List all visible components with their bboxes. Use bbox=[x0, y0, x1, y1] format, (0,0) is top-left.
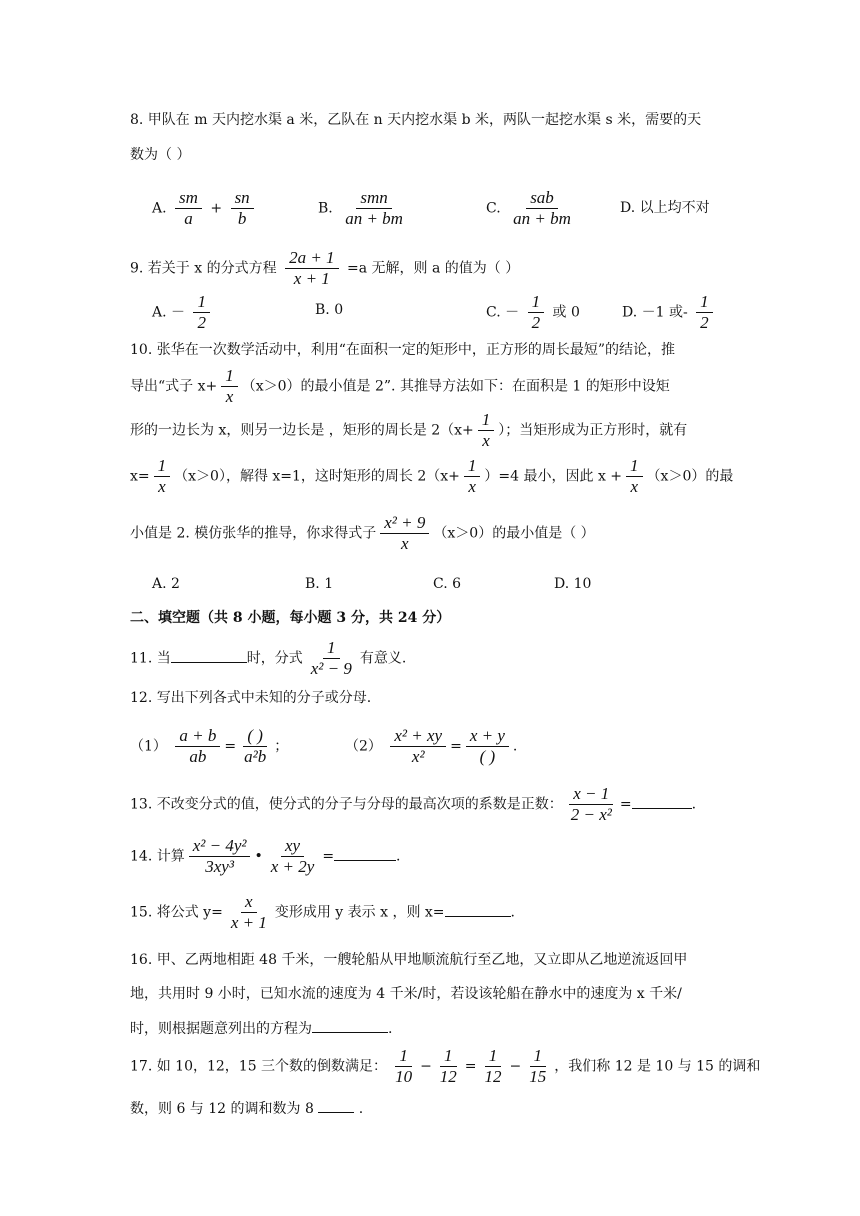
q8-option-d: D. 以上均不对 bbox=[620, 200, 710, 216]
q16-line1: 16. 甲、乙两地相距 48 千米，一艘轮船从甲地顺流航行至乙地，又立即从乙地逆流返回甲 bbox=[130, 952, 688, 968]
q8-options bbox=[152, 188, 258, 229]
q15: 15. 将公式 y= $\frac{x}{x + 1}$ 变形成用 y 表示 x ，则 x= . bbox=[130, 892, 515, 932]
q17-line1: 17. 如 10，12，15 三个数的倒数满足： $\frac{1}{10}$ − $\frac{1}{12}$ = $\frac{1}{12}$ − $\frac{1}{15}$ ，我们称 12 是 10 与 15 的调和 bbox=[130, 1046, 761, 1086]
q12-text: 12. 写出下列各式中未知的分子或分母. bbox=[130, 690, 372, 706]
answer-blank[interactable]: ( ) bbox=[243, 726, 267, 747]
q10-option-b: B. 1 bbox=[305, 576, 334, 592]
q10-line1: 10. 张华在一次数学活动中，利用“在面积一定的矩形中，正方形的周长最短”的结论，推 bbox=[130, 342, 676, 358]
q8-option-a-frac1: $\frac{sm}{a}$ bbox=[175, 188, 202, 229]
q13: 13. 不改变分式的值，使分式的分子与分母的最高次项的系数是正数： $\frac{x - 1}{\text{2 − x²}}$ = . bbox=[130, 784, 697, 824]
q8-line1: 8. 甲队在 m 天内挖水渠 a 米，乙队在 n 天内挖水渠 b 米，两队一起挖水渠 s 米，需要的天 bbox=[130, 112, 702, 128]
answer-blank[interactable] bbox=[445, 900, 511, 917]
answer-blank[interactable] bbox=[312, 1016, 388, 1033]
q12-part2: （2） $\frac{\text{x² + xy}}{\text{x²}}$ = x + y ( ) . bbox=[345, 726, 518, 766]
answer-blank[interactable] bbox=[171, 646, 247, 663]
q10-line3: 形的一边长为 x，则另一边长是 ，矩形的周长是 2（x+ $\frac{1}{x}$ ）；当矩形成为正方形时，就有 bbox=[130, 410, 688, 450]
q11: 11. 当 时，分式 $\frac{1}{\text{x² − 9}}$ 有意义. bbox=[130, 638, 407, 678]
q10-line4: x= $\frac{1}{x}$ （x＞0），解得 x=1，这时矩形的周长 2（x+ $\frac{1}{x}$ ）=4 最小，因此 x + $\frac{1}{x}$ （x＞0）的最 bbox=[130, 456, 734, 496]
q9-option-b: B. 0 bbox=[315, 302, 344, 318]
plus-sign: + bbox=[210, 200, 223, 217]
q12-part1: （1） $\frac{a + b}{ab}$ = ( ) a²b ； bbox=[130, 726, 289, 766]
q9-option-d: D. －1 或- $\frac{1}{2}$ bbox=[622, 292, 717, 333]
answer-blank[interactable] bbox=[318, 1096, 354, 1113]
answer-blank[interactable] bbox=[632, 792, 692, 809]
q10-option-a: A. 2 bbox=[152, 576, 180, 592]
q16-line2: 地，共用时 9 小时，已知水流的速度为 4 千米/时，若设该轮船在静水中的速度为 x 千米/ bbox=[130, 986, 682, 1002]
q17-line2: 数，则 6 与 12 的调和数为 8 . bbox=[130, 1096, 363, 1119]
q8-line2: 数为（ ） bbox=[130, 147, 191, 163]
q14: 14. 计算 $\frac{\text{x² − 4y²}}{\text{3xy³}}$ • $\frac{xy}{x + 2y}$ = . bbox=[130, 836, 401, 876]
q8-option-a-frac2: $\frac{sn}{b}$ bbox=[231, 188, 254, 229]
q8-option-a-label: A. bbox=[152, 200, 167, 217]
q9-option-a: A. － $\frac{1}{2}$ bbox=[152, 292, 214, 333]
q8-option-c: C. sab an + bm bbox=[486, 188, 571, 228]
answer-blank[interactable]: ( ) bbox=[479, 747, 496, 766]
q8-option-b: B. smn an + bm bbox=[318, 188, 403, 228]
q9-option-c: C. － $\frac{1}{2}$ 或 0 bbox=[486, 292, 580, 332]
q10-option-d: D. 10 bbox=[554, 576, 592, 592]
q10-option-c: C. 6 bbox=[433, 576, 462, 592]
q9-stem: 9. 若关于 x 的分式方程 $\frac{2a + 1}{x + 1}$ =a 无解，则 a 的值为（ ） bbox=[130, 248, 520, 288]
section-title: 二、填空题（共 8 小题，每小题 3 分，共 24 分） bbox=[130, 610, 451, 626]
q16-line3: 时，则根据题意列出的方程为 . bbox=[130, 1016, 392, 1039]
q10-line2: 导出“式子 x+ $\frac{1}{x}$ （x＞0）的最小值是 2”. 其推导方法如下：在面积是 1 的矩形中设矩 bbox=[130, 366, 670, 406]
q10-line5: 小值是 2. 模仿张华的推导，你求得式子 $\frac{\text{x² + 9}}{x}$ （x＞0）的最小值是（ ） bbox=[130, 513, 595, 553]
answer-blank[interactable] bbox=[334, 844, 396, 861]
q9-equation-frac: $\frac{2a + 1}{x + 1}$ bbox=[285, 248, 338, 289]
